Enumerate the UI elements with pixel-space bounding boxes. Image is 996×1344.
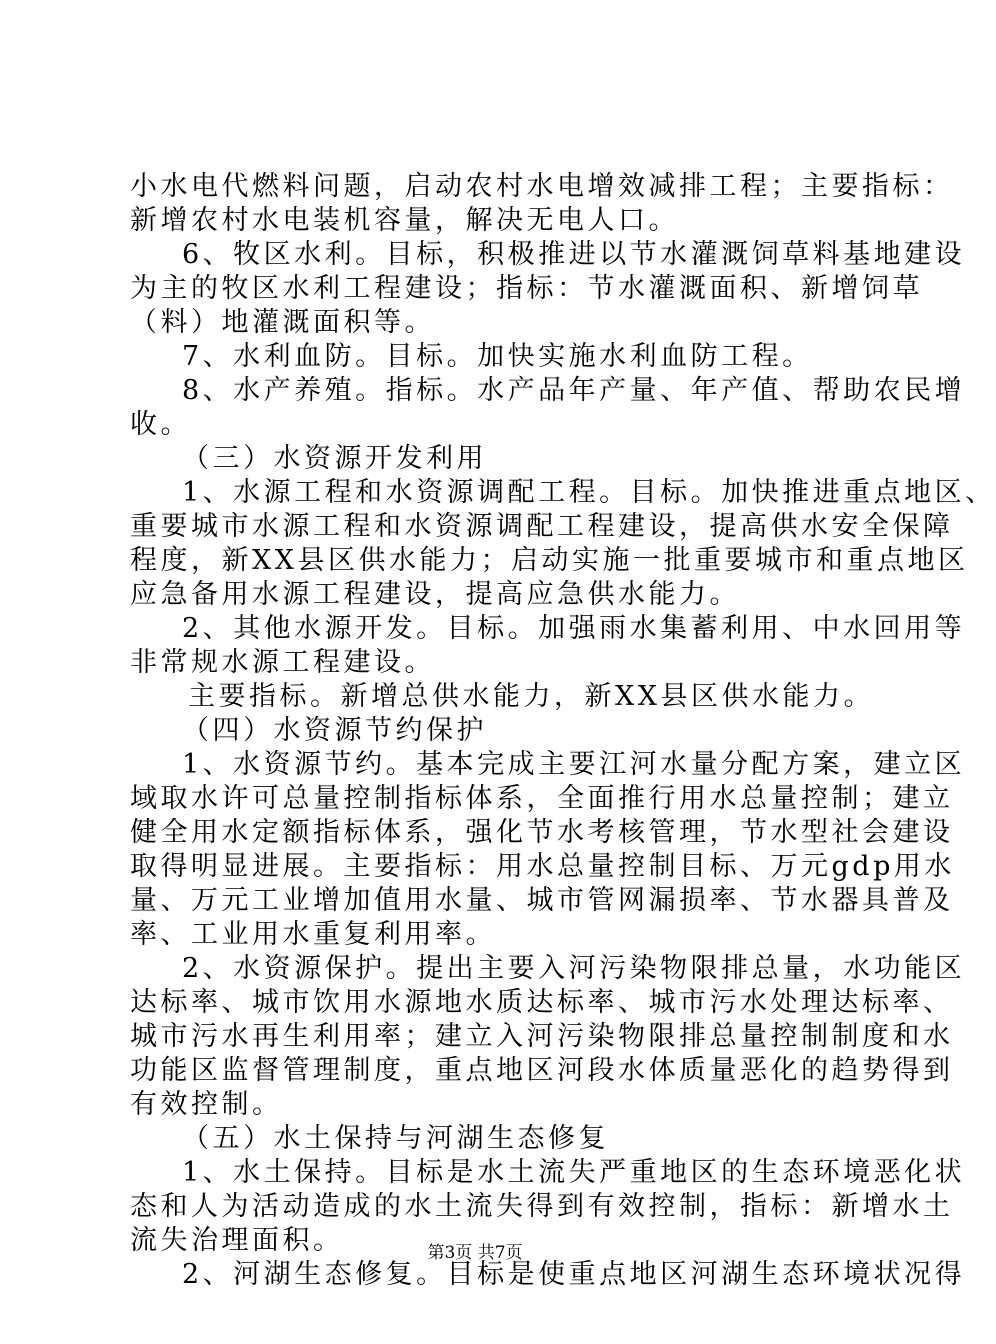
text-line: 有效控制。	[130, 1089, 283, 1120]
text-line: 2、水资源保护。提出主要入河污染物限排总量，水功能区	[182, 953, 966, 984]
text-line: 2、其他水源开发。目标。加强雨水集蓄利用、中水回用等	[182, 613, 966, 644]
text-line: 新增农村水电装机容量，解决无电人口。	[130, 205, 679, 236]
text-line: 非常规水源工程建设。	[130, 647, 435, 678]
section-heading: （四）水资源节约保护	[182, 715, 487, 746]
text-line: 健全用水定额指标体系，强化节水考核管理，节水型社会建设	[130, 817, 954, 848]
text-line: 重要城市水源工程和水资源调配工程建设，提高供水安全保障	[130, 511, 954, 542]
page-number-footer: 第3页 共7页	[427, 1243, 523, 1263]
text-line: 量、万元工业增加值用水量、城市管网漏损率、节水器具普及	[130, 885, 954, 916]
text-line: 城市污水再生利用率；建立入河污染物限排总量控制制度和水	[130, 1021, 954, 1052]
section-heading: （五）水土保持与河湖生态修复	[182, 1123, 609, 1154]
text-line: 小水电代燃料问题，启动农村水电增效减排工程；主要指标：	[130, 171, 954, 202]
text-line: 1、水土保持。目标是水土流失严重地区的生态环境恶化状	[182, 1157, 966, 1188]
text-line: 流失治理面积。	[130, 1225, 344, 1256]
text-line: 8、水产养殖。指标。水产品年产量、年产值、帮助农民增	[182, 375, 966, 406]
text-line: （料）地灌溉面积等。	[130, 307, 435, 338]
text-line: 率、工业用水重复利用率。	[130, 919, 496, 950]
body-text	[130, 170, 996, 1292]
text-line: 功能区监督管理制度，重点地区河段水体质量恶化的趋势得到	[130, 1055, 954, 1086]
text-line: 7、水利血防。目标。加快实施水利血防工程。	[182, 341, 813, 372]
text-line: 态和人为活动造成的水土流失得到有效控制，指标：新增水土	[130, 1191, 954, 1222]
text-line: 收。	[130, 409, 191, 440]
text-line: 1、水源工程和水资源调配工程。目标。加快推进重点地区、	[182, 477, 996, 508]
text-line: 主要指标。新增总供水能力，新XX县区供水能力。	[188, 681, 874, 712]
text-line: 应急备用水源工程建设，提高应急供水能力。	[130, 579, 740, 610]
text-line: 取得明显进展。主要指标：用水总量控制目标、万元gdp用水	[130, 851, 955, 882]
text-line: 2、河湖生态修复。目标是使重点地区河湖生态环境状况得	[182, 1259, 966, 1290]
text-line: 程度，新XX县区供水能力；启动实施一批重要城市和重点地区	[130, 545, 969, 576]
text-line: 域取水许可总量控制指标体系，全面推行用水总量控制；建立	[130, 783, 954, 814]
text-line: 1、水资源节约。基本完成主要江河水量分配方案，建立区	[182, 749, 966, 780]
text-line: 为主的牧区水利工程建设；指标：节水灌溉面积、新增饲草	[130, 273, 923, 304]
text-line: 6、牧区水利。目标，积极推进以节水灌溉饲草料基地建设	[182, 239, 966, 270]
section-heading: （三）水资源开发利用	[182, 443, 487, 474]
text-line: 达标率、城市饮用水源地水质达标率、城市污水处理达标率、	[130, 987, 954, 1018]
